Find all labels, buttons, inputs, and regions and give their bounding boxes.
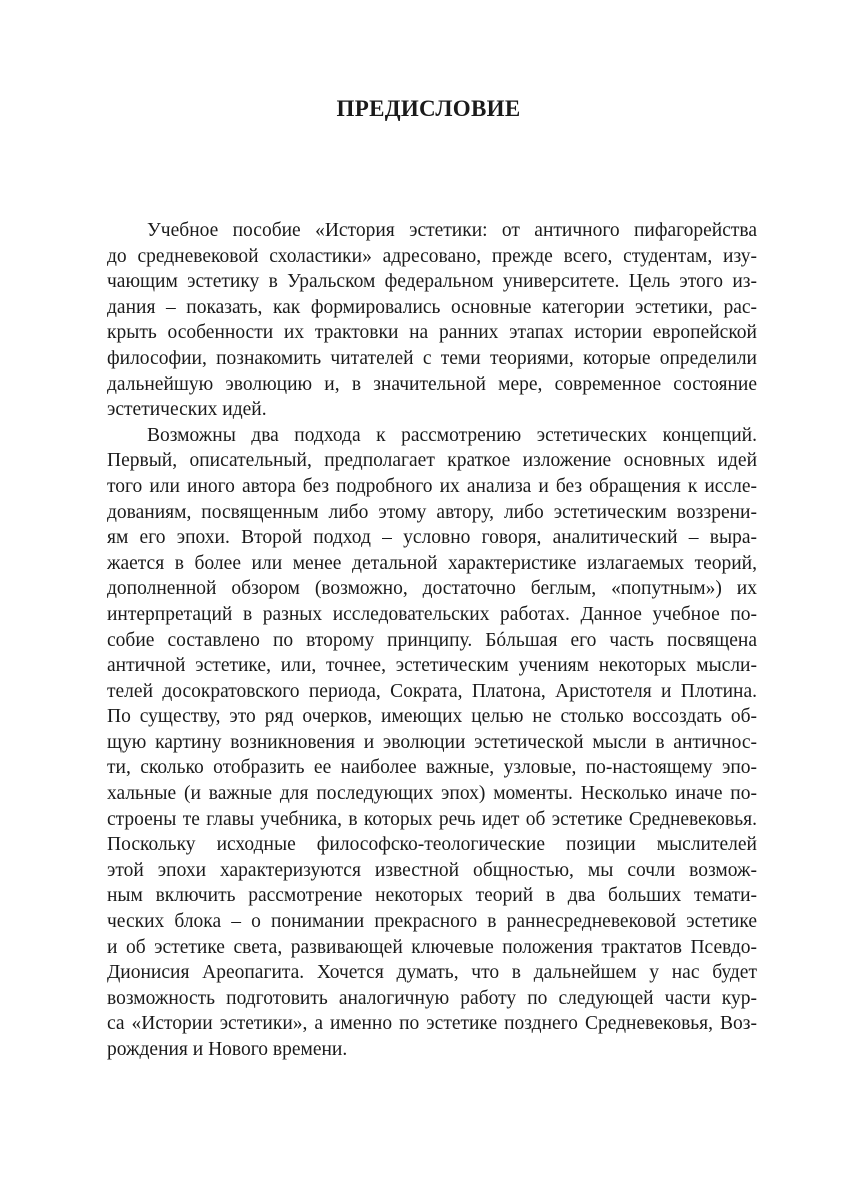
text-line: и об эстетике света, развивающей ключевые положения трактатов Псевдо- [107, 936, 757, 958]
text-line: эстетических идей. [107, 399, 267, 421]
text-line: Возможны два подхода к рассмотрению эстетических концепций. [147, 424, 757, 446]
text-line: этой эпохи характеризуются известной общностью, мы сочли возмож- [107, 859, 757, 881]
text-line: дополненной обзором (возможно, достаточно беглым, «попутным») их [107, 578, 757, 600]
text-line: Дионисия Ареопагита. Хочется думать, что в дальнейшем у нас будет [107, 962, 757, 984]
text-line: Первый, описательный, предполагает краткое изложение основных идей [107, 450, 757, 472]
text-line: собие составлено по второму принципу. Бóльшая его часть посвящена [107, 629, 757, 651]
text-line: строены те главы учебника, в которых речь идет об эстетике Средневековья. [107, 808, 757, 830]
text-line: античной эстетике, или, точнее, эстетическим учениям некоторых мысли- [107, 655, 757, 677]
text-line: дания – показать, как формировались основные категории эстетики, рас- [107, 296, 757, 318]
text-line: ти, сколько отобразить ее наиболее важные, узловые, по-настоящему эпо- [107, 757, 757, 779]
text-line: жается в более или менее детальной характеристике излагаемых теорий, [107, 552, 757, 574]
text-line: возможность подготовить аналогичную работу по следующей части кур- [107, 987, 757, 1009]
text-line: ям его эпохи. Второй подход – условно говоря, аналитический – выра- [107, 527, 757, 549]
text-line: щую картину возникновения и эволюции эстетической мысли в античнос- [107, 731, 757, 753]
text-line: до средневековой схоластики» адресовано, прежде всего, студентам, изу- [107, 245, 757, 267]
text-line: дованиям, посвященным либо этому автору, либо эстетическим воззрени- [107, 501, 757, 523]
text-line: интерпретаций в разных исследовательских работах. Данное учебное по- [107, 603, 757, 625]
text-line: ческих блока – о понимании прекрасного в раннесредневековой эстетике [107, 911, 757, 933]
text-line: крыть особенности их трактовки на ранних этапах истории европейской [107, 322, 757, 344]
paragraph-2 [107, 423, 757, 1063]
text-line: философии, познакомить читателей с теми теориями, которые определили [107, 347, 757, 369]
text-line: того или иного автора без подробного их анализа и без обращения к иссле- [107, 475, 757, 497]
text-line: са «Истории эстетики», а именно по эстетике позднего Средневековья, Воз- [107, 1013, 757, 1035]
text-line: дальнейшую эволюцию и, в значительной мере, современное состояние [107, 373, 757, 395]
page-title: ПРЕДИСЛОВИЕ [336, 96, 521, 121]
text-line: чающим эстетику в Уральском федеральном университете. Цель этого из- [107, 271, 757, 293]
text-line: По существу, это ряд очерков, имеющих целью не столько воссоздать об- [107, 706, 757, 728]
text-line: телей досократовского периода, Сократа, Платона, Аристотеля и Плотина. [107, 680, 757, 702]
text-line: хальные (и важные для последующих эпох) моменты. Несколько иначе по- [107, 783, 757, 805]
text-line: рождения и Нового времени. [107, 1039, 348, 1060]
text-line: Поскольку исходные философско-теологические позиции мыслителей [107, 834, 757, 856]
text-line: Учебное пособие «История эстетики: от античного пифагорейства [147, 220, 757, 241]
text-line: ным включить рассмотрение некоторых теорий в два больших темати- [107, 885, 757, 907]
paragraph-1 [107, 218, 757, 423]
preface-body [107, 218, 757, 1063]
